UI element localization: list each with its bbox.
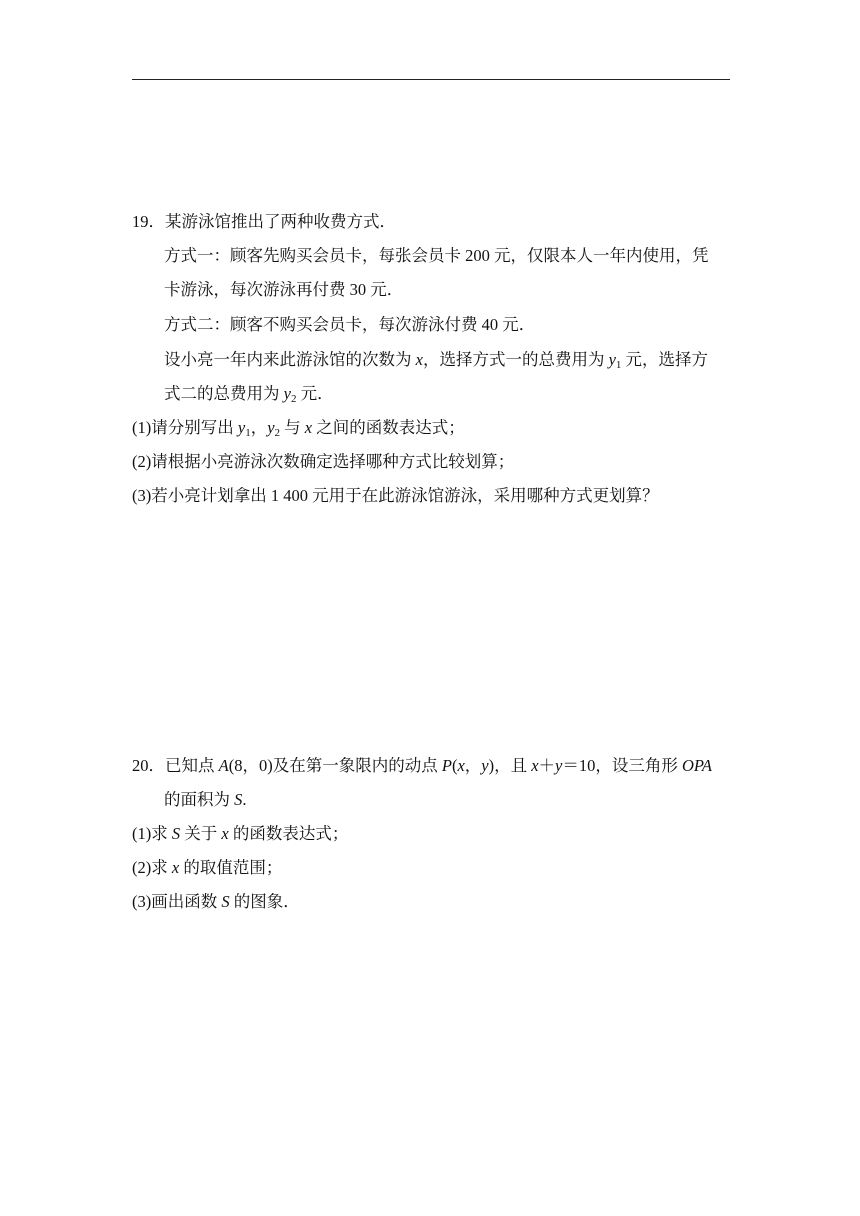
q20-part3: (3)画出函数 S 的图象． bbox=[132, 892, 300, 911]
q20-title-line1: 20．已知点 A(8，0)及在第一象限内的动点 P(x，y)，且 x＋y＝10，设三角形 OPA bbox=[132, 756, 712, 775]
q20-part2: (2)求 x 的取值范围； bbox=[132, 858, 283, 877]
q19-part3: (3)若小亮计划拿出 1 400 元用于在此游泳馆游泳，采用哪种方式更划算？ bbox=[132, 486, 659, 505]
q19-title: 19．某游泳馆推出了两种收费方式． bbox=[132, 212, 396, 231]
q19-part1: (1)请分别写出 $y_1$，$y_2$ 与 x 之间的函数表达式； bbox=[132, 418, 465, 439]
q19-part2: (2)请根据小亮游泳次数确定选择哪种方式比较划算； bbox=[132, 452, 515, 471]
q19-setup-line2: 式二的总费用为 $y_2$ 元． bbox=[164, 384, 334, 405]
q19-method2: 方式二：顾客不购买会员卡，每次游泳付费 40 元． bbox=[164, 315, 536, 334]
q19-method1-line1: 方式一：顾客先购买会员卡，每张会员卡 200 元，仅限本人一年内使用，凭 bbox=[164, 246, 709, 265]
q19-setup-line1: 设小亮一年内来此游泳馆的次数为 x，选择方式一的总费用为 $y_1$ 元，选择方 bbox=[164, 350, 709, 371]
q19-method1-line2: 卡游泳，每次游泳再付费 30 元． bbox=[164, 280, 404, 299]
q20-part1: (1)求 S 关于 x 的函数表达式； bbox=[132, 824, 349, 843]
header-rule bbox=[132, 79, 730, 80]
q20-title-line2: 的面积为 S. bbox=[164, 790, 247, 809]
